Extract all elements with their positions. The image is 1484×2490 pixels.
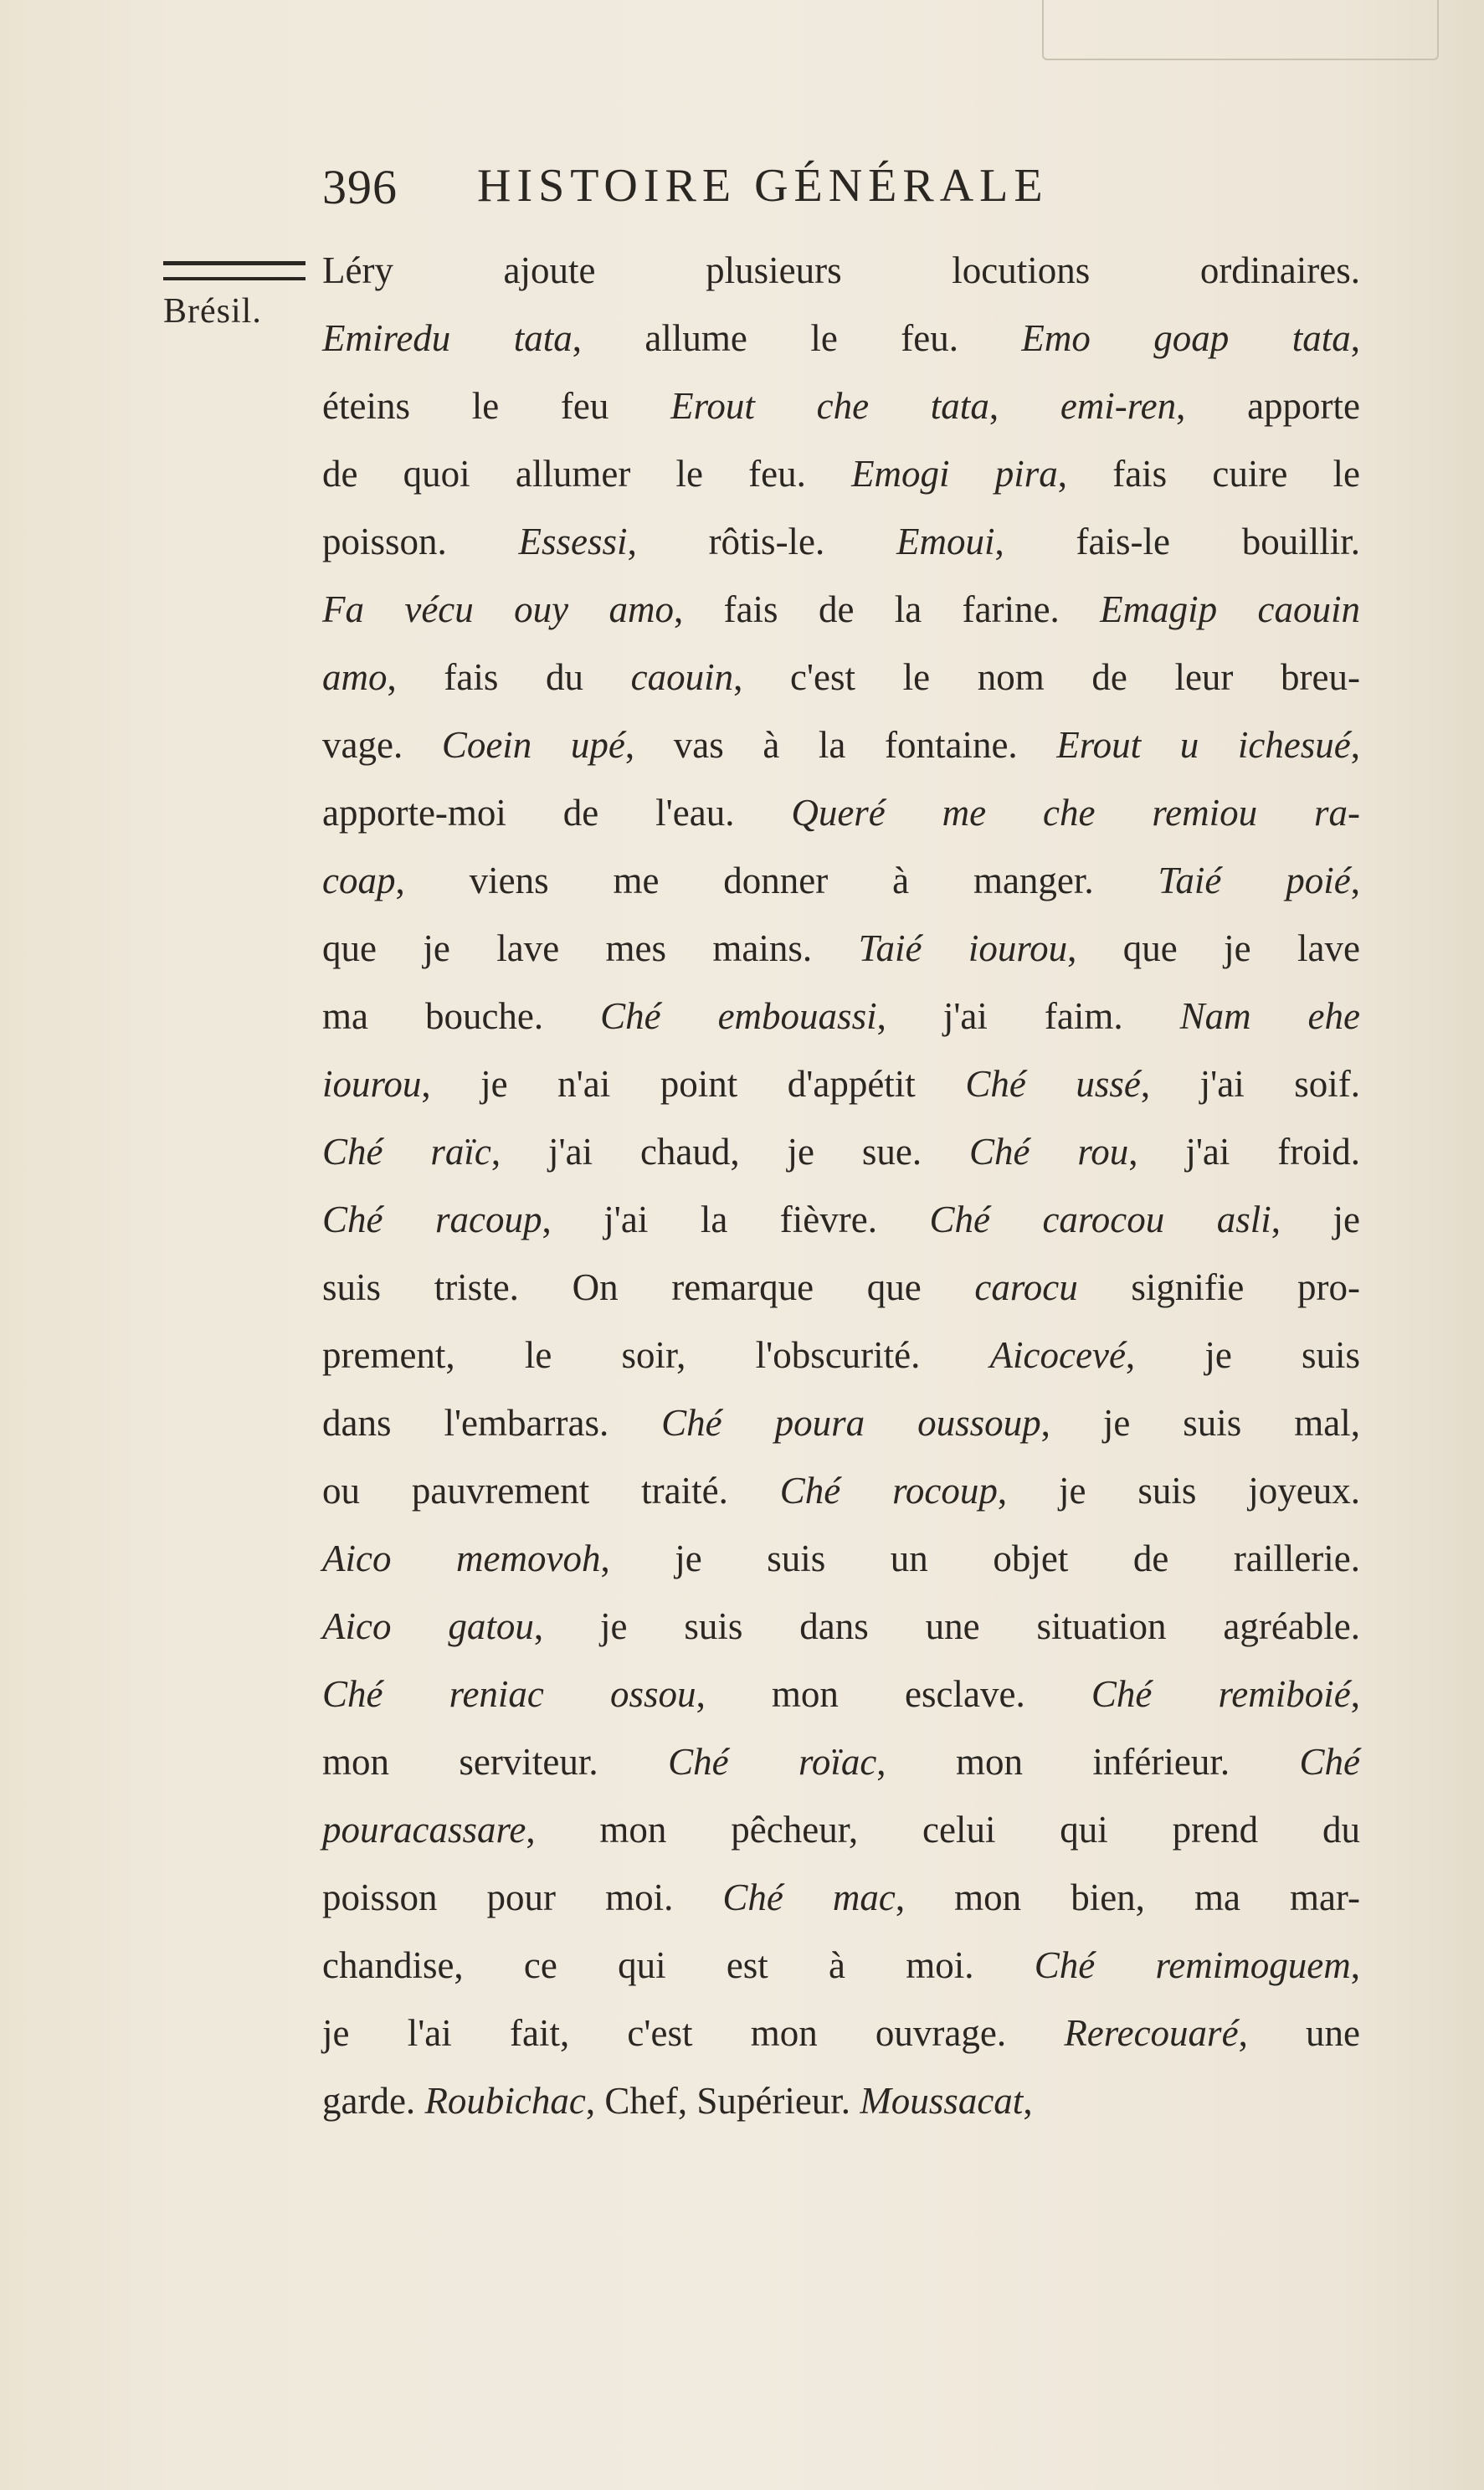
text-line (322, 1186, 1360, 1254)
text-segment: , je (1271, 1199, 1360, 1240)
text-segment: signifie pro- (1077, 1266, 1360, 1308)
text-segment: poisson pour moi. (322, 1876, 723, 1918)
text-line (322, 1050, 1360, 1118)
text-segment: , (1350, 724, 1361, 766)
text-segment: , je n'ai point d'appétit (421, 1063, 966, 1105)
italic-phrase: Ché embouassi (600, 995, 877, 1037)
italic-phrase: Ché reniac ossou (322, 1673, 696, 1715)
italic-phrase: Aicocevé (989, 1334, 1126, 1376)
italic-phrase: Emo goap tata (1021, 317, 1351, 359)
text-segment: que je lave mes mains. (322, 927, 859, 969)
text-segment: , je suis un objet de raillerie. (600, 1538, 1361, 1579)
italic-phrase: Erout che tata (670, 385, 989, 427)
italic-phrase: emi-ren (1060, 385, 1177, 427)
text-line (322, 1661, 1360, 1728)
italic-phrase: Ché racoup (322, 1199, 542, 1240)
text-line (322, 1457, 1360, 1525)
text-segment: , j'ai froid. (1128, 1131, 1361, 1173)
italic-phrase: caouin (630, 656, 734, 698)
text-segment: , fais du (387, 656, 631, 698)
italic-phrase: Moussacat (860, 2080, 1024, 2122)
italic-phrase: amo (322, 656, 388, 698)
italic-phrase: Fa vécu ouy amo (322, 588, 674, 630)
italic-phrase: Roubichac (424, 2080, 586, 2122)
italic-phrase: Emagip caouin (1100, 588, 1361, 630)
text-line (322, 915, 1360, 983)
text-line (322, 711, 1360, 779)
italic-phrase: Emogi pira (851, 453, 1058, 495)
italic-phrase: Taié poié (1158, 860, 1351, 901)
text-segment: apporte-moi de l'eau. (322, 792, 792, 834)
text-line (322, 983, 1360, 1050)
text-segment: mon serviteur. (322, 1741, 669, 1783)
text-segment: chandise, ce qui est à moi. (322, 1944, 1035, 1986)
text-line (322, 644, 1360, 711)
text-line (322, 237, 1360, 305)
text-segment: , j'ai soif. (1140, 1063, 1360, 1105)
italic-phrase: Rerecouaré (1064, 2012, 1239, 2054)
text-segment: , je suis (1125, 1334, 1360, 1376)
text-segment: , mon pêcheur, celui qui prend du (526, 1809, 1360, 1851)
text-line (322, 1254, 1360, 1322)
text-line (322, 1864, 1360, 1932)
page-header (322, 159, 1377, 234)
italic-phrase: Erout u ichesué (1056, 724, 1351, 766)
text-segment: , (1350, 1673, 1360, 1715)
text-segment: , je suis dans une situation agréable. (533, 1605, 1360, 1647)
text-segment: , vas à la fontaine. (624, 724, 1057, 766)
text-segment: garde. (322, 2080, 425, 2122)
body-text (322, 237, 1360, 2135)
text-line (322, 508, 1360, 576)
italic-phrase: Emoui (896, 521, 995, 562)
text-segment: éteins le feu (322, 385, 671, 427)
text-segment: je l'ai fait, c'est mon ouvrage. (322, 2012, 1065, 2054)
italic-phrase: pouracassare (322, 1809, 526, 1851)
text-line (322, 1118, 1360, 1186)
italic-phrase: Ché rocoup (779, 1470, 998, 1512)
text-segment: , allume le feu. (572, 317, 1022, 359)
italic-phrase: Taié iourou (858, 927, 1068, 969)
text-segment: ma bouche. (322, 995, 601, 1037)
text-segment: , Chef, Supérieur. (585, 2080, 860, 2122)
italic-phrase: Essessi (518, 521, 628, 562)
text-line (322, 440, 1360, 508)
italic-phrase: Ché rou (968, 1131, 1129, 1173)
text-segment: , mon inférieur. (876, 1741, 1300, 1783)
text-segment: vage. (322, 724, 442, 766)
text-line (322, 305, 1360, 372)
text-line (322, 1593, 1360, 1661)
text-segment: , j'ai faim. (876, 995, 1180, 1037)
text-segment: , (1350, 860, 1360, 901)
italic-phrase: Ché remimoguem (1034, 1944, 1351, 1986)
running-title: HISTOIRE GÉNÉRALE (477, 160, 1049, 212)
italic-phrase: Ché (1299, 1741, 1360, 1783)
italic-phrase: Aico gatou (322, 1605, 534, 1647)
text-line (322, 2067, 1360, 2135)
text-segment: , (1350, 1944, 1360, 1986)
text-line (322, 576, 1360, 644)
text-segment: , j'ai la fièvre. (542, 1199, 930, 1240)
italic-phrase: Ché carocou asli (929, 1199, 1271, 1240)
italic-phrase: Nam ehe (1179, 995, 1360, 1037)
library-stamp (1042, 0, 1439, 60)
italic-phrase: Emiredu tata (322, 317, 573, 359)
text-segment: de quoi allumer le feu. (322, 453, 852, 495)
text-segment: , c'est le nom de leur breu- (733, 656, 1360, 698)
text-segment: dans l'embarras. (322, 1402, 662, 1444)
margin-rule (163, 261, 306, 280)
text-line (322, 1525, 1360, 1593)
text-segment: ou pauvrement traité. (322, 1470, 780, 1512)
text-line (322, 1932, 1360, 2000)
text-line (322, 847, 1360, 915)
text-line (322, 1389, 1360, 1457)
italic-phrase: Aico memovoh (322, 1538, 601, 1579)
italic-phrase: Ché remiboié (1091, 1673, 1351, 1715)
text-line (322, 1728, 1360, 1796)
text-segment: , apporte (1176, 385, 1361, 427)
italic-phrase: iourou (322, 1063, 422, 1105)
text-segment: , mon bien, ma mar- (895, 1876, 1360, 1918)
italic-phrase: Ché ussé (965, 1063, 1141, 1105)
italic-phrase: Ché poura oussoup (661, 1402, 1041, 1444)
text-line (322, 1322, 1360, 1389)
italic-phrase: carocu (974, 1266, 1078, 1308)
text-segment: , mon esclave. (696, 1673, 1091, 1715)
italic-phrase: Coein upé (441, 724, 625, 766)
italic-phrase: Ché roïac (668, 1741, 877, 1783)
text-segment: , viens me donner à manger. (395, 860, 1158, 901)
italic-phrase: Queré me che remiou ra- (791, 792, 1360, 834)
italic-phrase: Ché mac (722, 1876, 896, 1918)
text-segment: , je suis joyeux. (997, 1470, 1360, 1512)
margin-note: Brésil. (163, 292, 262, 331)
text-segment: prement, le soir, l'obscurité. (322, 1334, 990, 1376)
text-segment: , rôtis-le. (627, 521, 897, 562)
text-segment: Léry ajoute plusieurs locutions ordinaires. (322, 249, 1360, 291)
text-segment: , (1350, 317, 1361, 359)
italic-phrase: Ché raïc (322, 1131, 491, 1173)
text-segment: , je suis mal, (1040, 1402, 1360, 1444)
text-line (322, 2000, 1360, 2067)
text-segment: , (1023, 2080, 1033, 2122)
text-segment: , j'ai chaud, je sue. (490, 1131, 969, 1173)
page-number: 396 (322, 160, 398, 214)
text-segment: , fais cuire le (1057, 453, 1360, 495)
text-segment: poisson. (322, 521, 519, 562)
italic-phrase: coap (322, 860, 396, 901)
text-segment: , fais-le bouillir. (994, 521, 1361, 562)
text-segment: suis triste. On remarque que (322, 1266, 975, 1308)
text-segment: , fais de la farine. (673, 588, 1101, 630)
text-segment: , (988, 385, 1060, 427)
text-line (322, 372, 1360, 440)
text-segment: , que je lave (1067, 927, 1360, 969)
text-segment: , une (1238, 2012, 1360, 2054)
text-line (322, 1796, 1360, 1864)
text-line (322, 779, 1360, 847)
